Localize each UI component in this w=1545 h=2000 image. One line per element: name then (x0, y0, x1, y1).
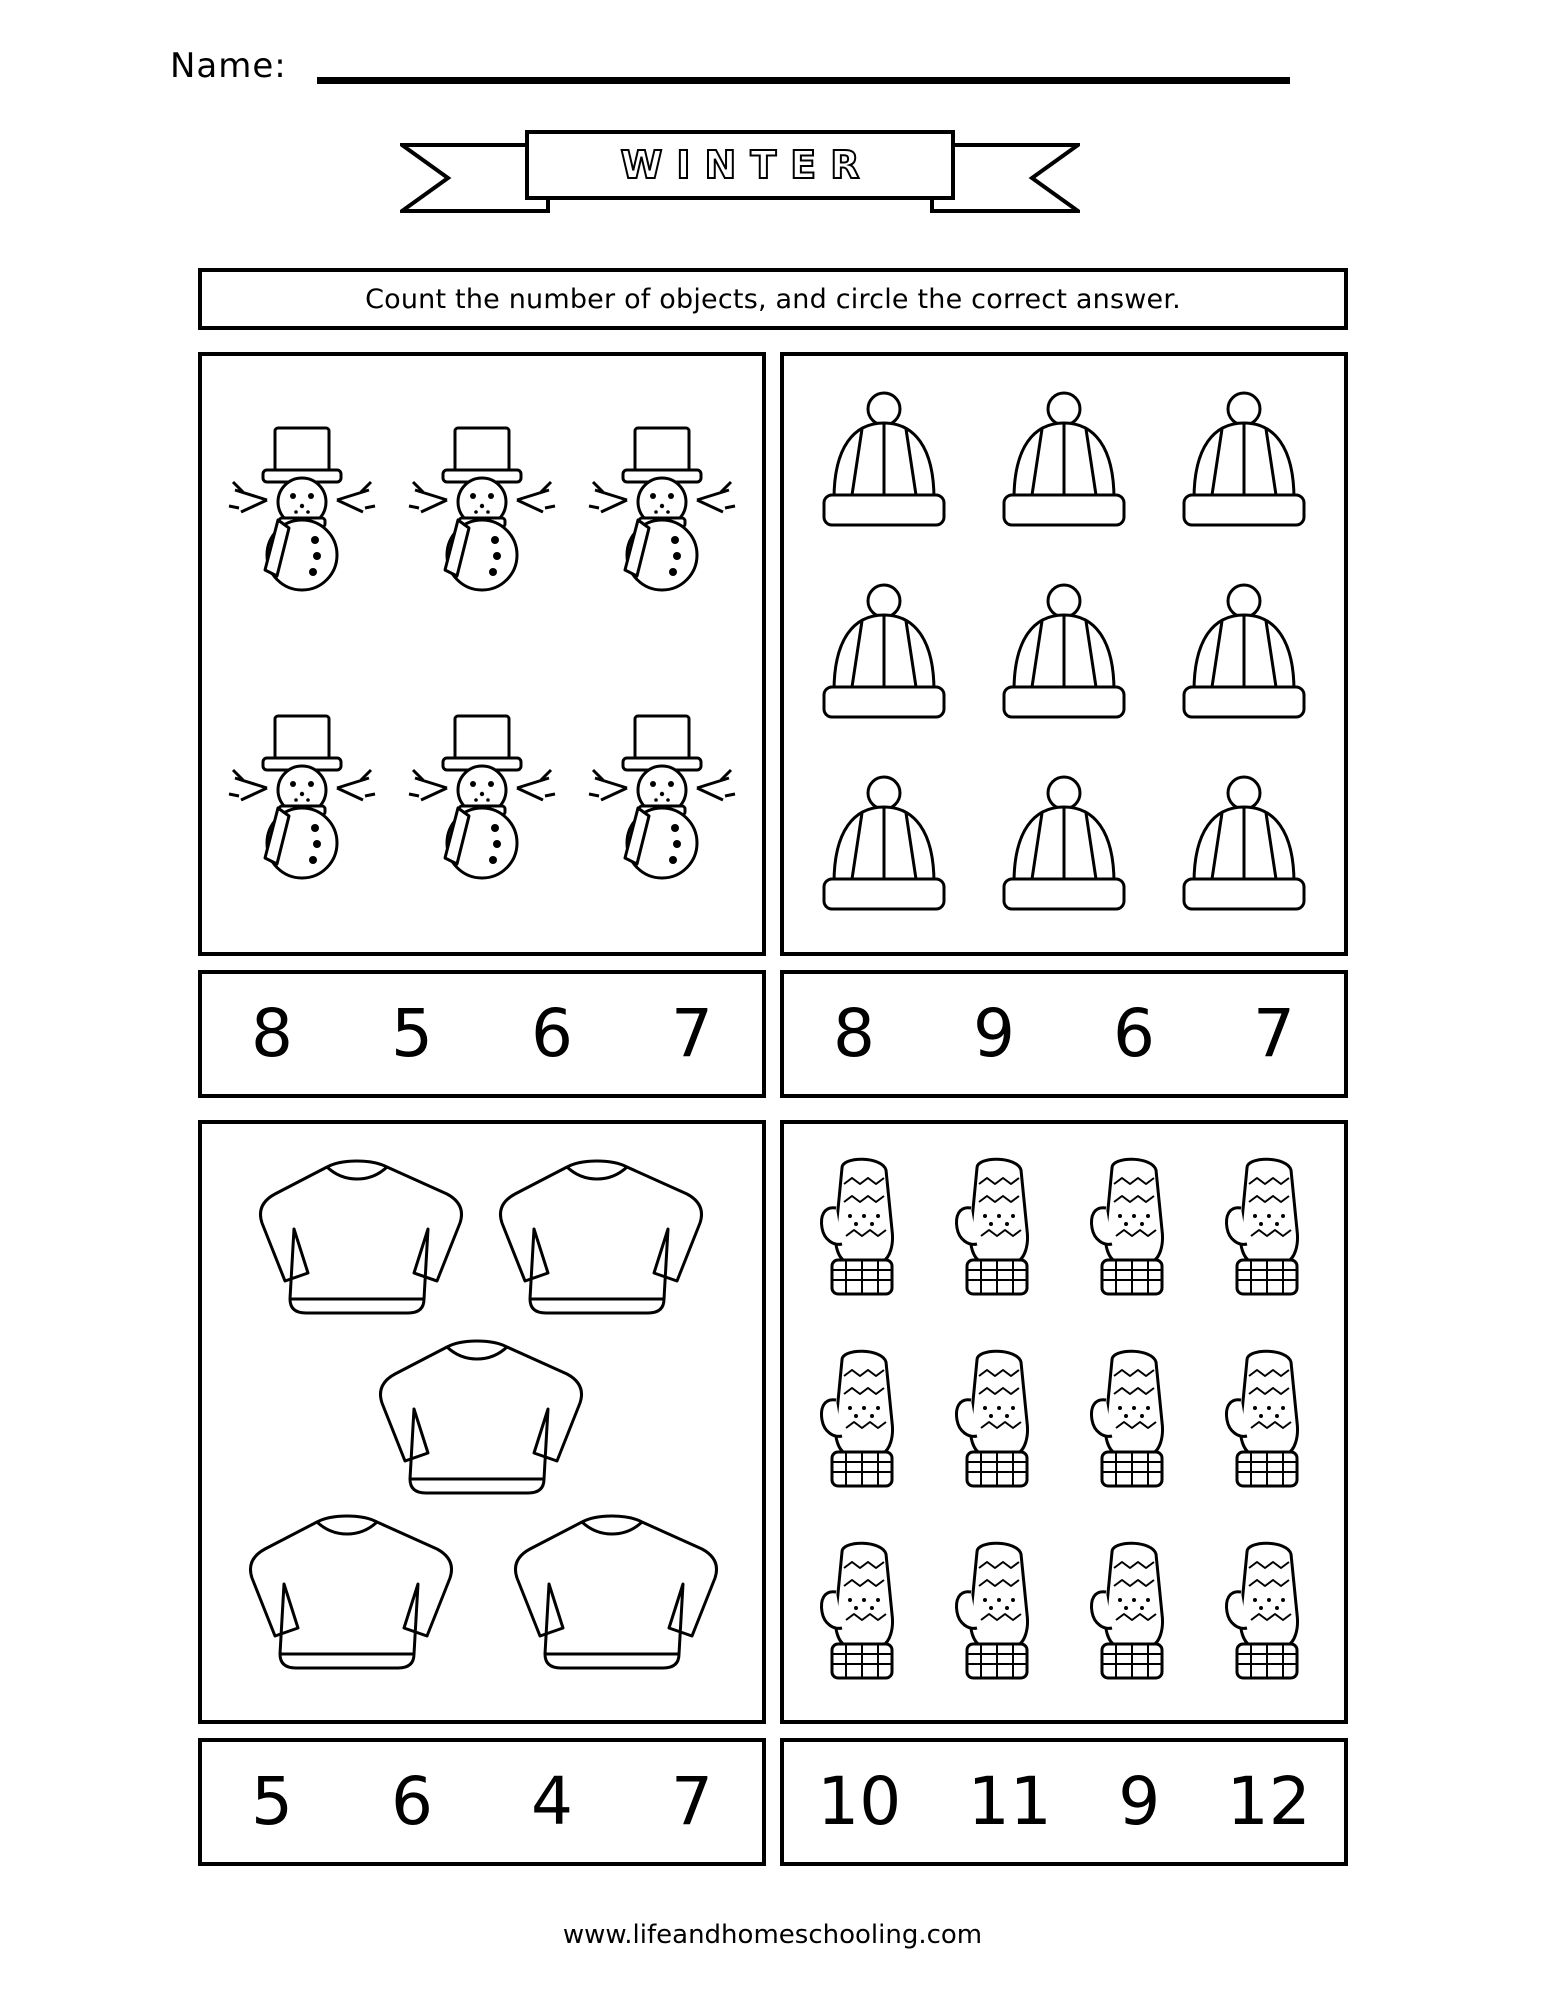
winter-hat-icon (794, 366, 974, 558)
snowman-icon (572, 654, 752, 942)
answer-choice[interactable]: 12 (1226, 1763, 1311, 1840)
winter-hat-icon (974, 366, 1154, 558)
problem-4-answer-choices (780, 1738, 1348, 1866)
problem-3-answer-choices (198, 1738, 766, 1866)
mitten-icon (1199, 1326, 1334, 1518)
problem-4-picture-box (780, 1120, 1348, 1724)
instruction-box (198, 268, 1348, 330)
winter-hat-icon (794, 750, 974, 942)
answer-choice[interactable]: 6 (531, 995, 573, 1072)
mitten-icon (794, 1326, 929, 1518)
name-label: Name: (170, 46, 287, 86)
problem-2-answer-choices (780, 970, 1348, 1098)
worksheet-title: WINTER (620, 143, 874, 187)
snowman-icon (212, 654, 392, 942)
row-gap (198, 1098, 1348, 1120)
instruction-text: Count the number of objects, and circle the correct answer. (365, 283, 1181, 315)
winter-hat-group (784, 356, 1344, 952)
answer-choice[interactable]: 7 (1253, 995, 1295, 1072)
name-row (170, 46, 1290, 88)
footer-website: www.lifeandhomeschooling.com (562, 1920, 983, 1950)
mitten-group (784, 1124, 1344, 1720)
answer-choice[interactable]: 7 (671, 1763, 713, 1840)
winter-hat-icon (794, 558, 974, 750)
winter-hat-icon (974, 558, 1154, 750)
snowman-icon (572, 366, 752, 654)
snowman-icon (392, 366, 572, 654)
answer-choice[interactable]: 11 (967, 1763, 1052, 1840)
winter-hat-icon (1154, 558, 1334, 750)
sweater-icon (472, 1149, 722, 1333)
answer-choice[interactable]: 5 (391, 995, 433, 1072)
sweater-icon (222, 1504, 472, 1688)
snowman-icon (212, 366, 392, 654)
answer-choice[interactable]: 8 (251, 995, 293, 1072)
answer-choice[interactable]: 5 (251, 1763, 293, 1840)
winter-hat-icon (1154, 366, 1334, 558)
mitten-icon (1064, 1134, 1199, 1326)
sweater-icon (352, 1329, 602, 1513)
name-write-line[interactable] (317, 77, 1290, 84)
problem-1-picture-box (198, 352, 766, 956)
answer-choice[interactable]: 6 (1113, 995, 1155, 1072)
answer-choice[interactable]: 4 (531, 1763, 573, 1840)
answer-choice[interactable]: 10 (817, 1763, 902, 1840)
banner-center-panel (525, 130, 955, 200)
problem-2-picture-box (780, 352, 1348, 956)
answer-choice[interactable]: 9 (973, 995, 1015, 1072)
mitten-icon (1064, 1518, 1199, 1710)
answer-choice[interactable]: 6 (391, 1763, 433, 1840)
problem-2 (780, 352, 1348, 1098)
mitten-icon (1199, 1134, 1334, 1326)
problem-row-1 (198, 352, 1348, 1098)
mitten-icon (929, 1518, 1064, 1710)
problem-1-answer-choices (198, 970, 766, 1098)
sweater-icon (487, 1504, 737, 1688)
mitten-icon (929, 1134, 1064, 1326)
snowman-icon (392, 654, 572, 942)
problem-row-2 (198, 1120, 1348, 1866)
mitten-icon (1064, 1326, 1199, 1518)
problem-grid (198, 352, 1348, 1866)
mitten-icon (929, 1326, 1064, 1518)
answer-choice[interactable]: 8 (833, 995, 875, 1072)
winter-hat-icon (1154, 750, 1334, 942)
answer-choice[interactable]: 7 (671, 995, 713, 1072)
mitten-icon (794, 1518, 929, 1710)
problem-1 (198, 352, 766, 1098)
snowman-group (202, 356, 762, 952)
problem-3-picture-box (198, 1120, 766, 1724)
winter-hat-icon (974, 750, 1154, 942)
title-banner (400, 130, 1080, 220)
answer-choice[interactable]: 9 (1118, 1763, 1161, 1840)
mitten-icon (1199, 1518, 1334, 1710)
problem-3 (198, 1120, 766, 1866)
sweater-icon (232, 1149, 482, 1333)
problem-4 (780, 1120, 1348, 1866)
mitten-icon (794, 1134, 929, 1326)
